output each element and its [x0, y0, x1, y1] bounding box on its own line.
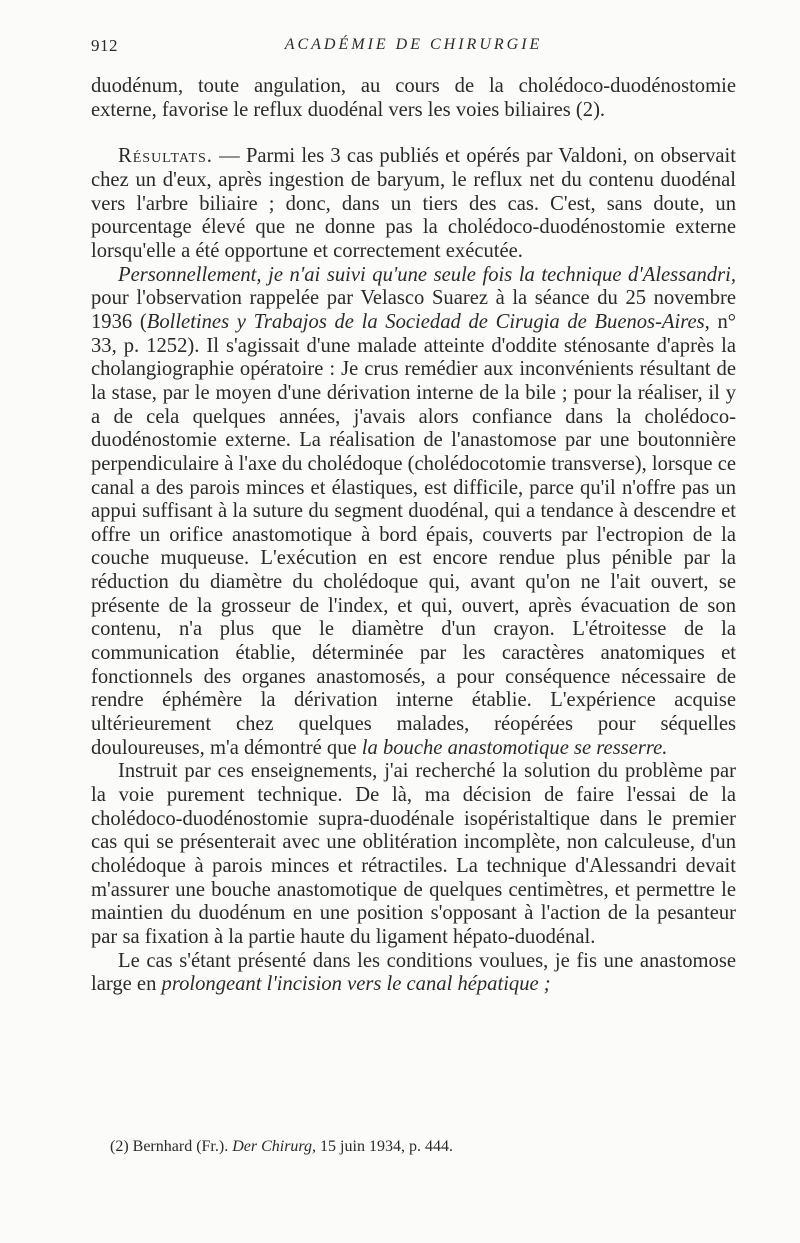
- paragraph-personal: [91, 264, 736, 761]
- paragraph-1-text: duodénum, toute angulation, au cours de la cholédoco-duodénostomie externe, favorise le reflux duodénal vers les voies biliaires (2).: [91, 75, 736, 121]
- paragraph-results: [91, 145, 736, 263]
- page-header: [91, 36, 736, 60]
- cas-text: Le cas s'étant présenté dans les conditions voulues, je fis une anastomose large en: [91, 949, 736, 996]
- footnote: [110, 1137, 736, 1157]
- results-text: — Parmi les 3 cas publiés et opérés par Valdoni, on observait chez un d'eux, après ingestion de baryum, le reflux net du contenu duodénal vers l'arbre biliaire ; donc, dans un tiers des cas. C'est, sans doute, un pourcentage élevé que ne donne pas la cholédoco-duodénostomie externe lorsqu'elle a été opportune et correctement exécutée.: [91, 145, 736, 262]
- results-heading: Résultats.: [118, 145, 213, 168]
- personal-text-a: pour l'observation rappelée par Velasco Suarez à la séance du 25 novembre 1936 (: [91, 287, 736, 333]
- page-number: 912: [91, 36, 118, 55]
- paragraph-cas: [91, 950, 736, 997]
- footnote-marker: (2): [110, 1138, 129, 1155]
- cas-italic: prolongeant l'incision vers le canal hépatique ;: [161, 973, 551, 996]
- paragraph-1: [91, 75, 736, 122]
- personal-text-b: n° 33, p. 1252). Il s'agissait d'une malade atteinte d'oddite sténosante d'après la cholangiographie opératoire : Je crus remédier aux inconvénients résultant de la stase, par le moyen d'une dérivation interne de la bile ; pour la réaliser, il y a de cela quelques années, j'avais alors confiance dans la cholédoco-duodénostomie externe. La réalisation de l'anastomose par une boutonnière perpendiculaire à l'axe du cholédoque (cholédocotomie transverse), lorsque ce canal a des parois minces et élastiques, est difficile, parce qu'il n'offre pas un appui suffisant à la suture du segment duodénal, qui a tendance à descendre et offre un orifice anastomotique à bord épais, couverts par l'ectropion de la couche muqueuse. L'exécution en est encore rendue plus pénible par la réduction du diamètre du cholédoque qui, avant qu'on ne l'ait ouvert, se présente de la grosseur de l'index, et qui, ouvert, après évacuation de son contenu, n'a plus que le diamètre d'un crayon. L'étroitesse de la communication établie, déterminée par les caractères anatomiques et fonctionnels des organes anastomosés, a pour conséquence nécessaire de rendre éphémère la dérivation interne établie. L'expérience acquise ultérieurement chez quelques malades, réopérées pour séquelles douloureuses, m'a démontré que: [91, 310, 737, 759]
- footnote-author: Bernhard (Fr.).: [128, 1138, 233, 1155]
- footnote-date: 15 juin 1934, p. 444.: [316, 1138, 453, 1155]
- personal-italic-lead: Personnellement, je n'ai suivi qu'une seule fois la technique d'Alessandri,: [118, 263, 736, 286]
- running-title: ACADÉMIE DE CHIRURGIE: [284, 36, 543, 53]
- instruit-text: Instruit par ces enseignements, j'ai recherché la solution du problème par la voie purement technique. De là, ma décision de faire l'essai de la cholédoco-duodénostomie supra-duodénale isopéristaltique dans le premier cas qui se présenterait avec une oblitération incomplète, non calculeuse, d'un cholédoque à parois minces et rétractiles. La technique d'Alessandri devait m'assurer une bouche anastomotique de quelques centimètres, et permettre le maintien du duodénum en une position s'opposant à l'action de la pesanteur par sa fixation à la partie haute du ligament hépato-duodénal.: [91, 760, 736, 948]
- body-text: [91, 75, 736, 997]
- footnote-journal: Der Chirurg,: [232, 1138, 317, 1155]
- personal-italic-conclusion: la bouche anastomotique se resserre.: [361, 736, 668, 759]
- journal-citation: Bolletines y Trabajos de la Sociedad de Cirugia de Buenos-Aires,: [146, 310, 710, 333]
- paragraph-instruit: [91, 760, 736, 949]
